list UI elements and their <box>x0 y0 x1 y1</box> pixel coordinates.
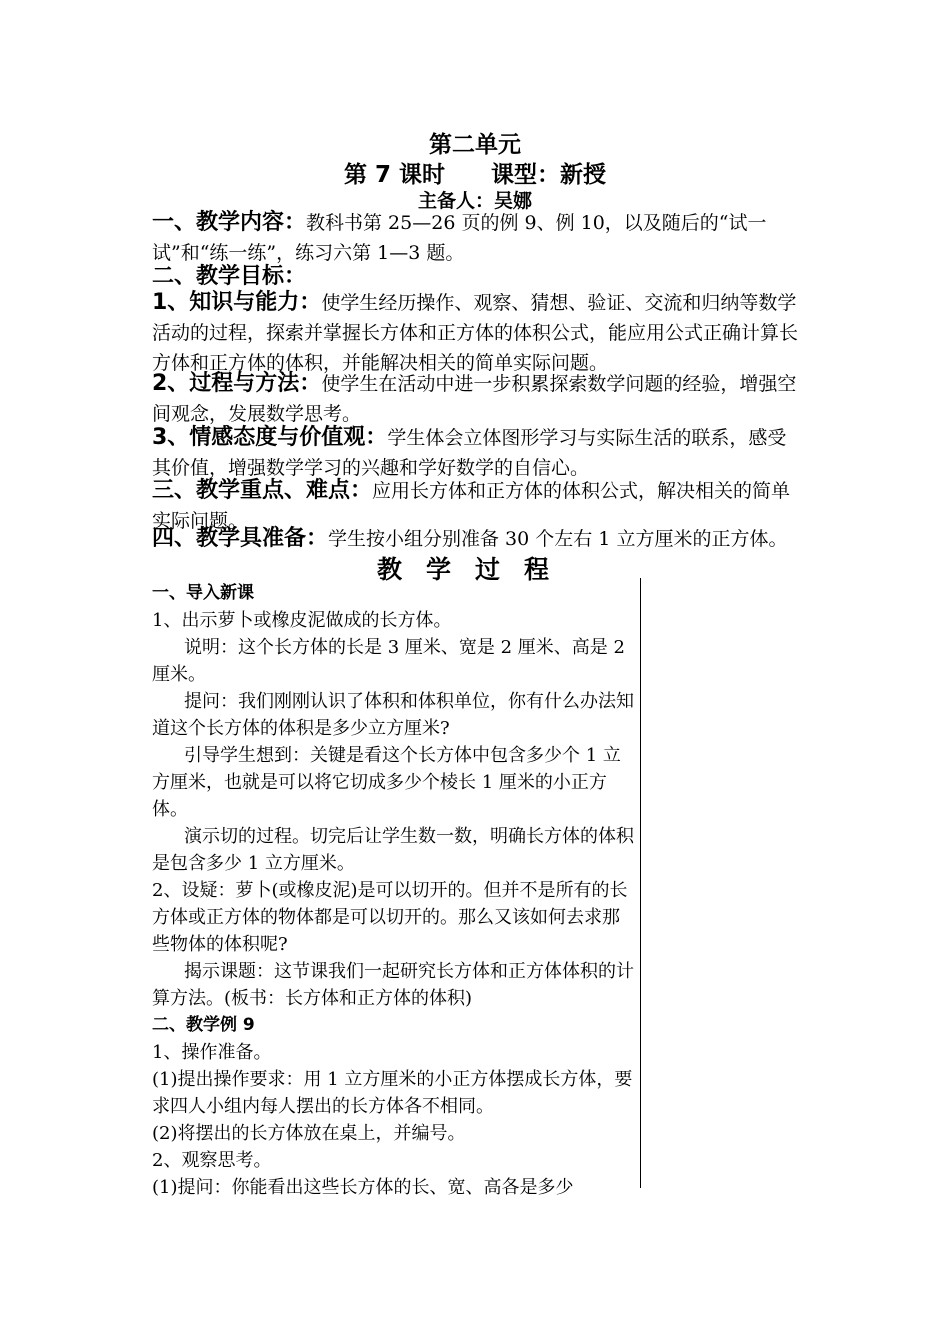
section-knowledge <box>152 288 802 378</box>
section-attitude <box>152 423 802 483</box>
process-line: 引导学生想到：关键是看这个长方体中包含多少个 1 立方厘米，也就是可以将它切成多少个棱长 1 厘米的小正方体。 <box>152 745 621 820</box>
process-line: 1、操作准备。 <box>152 1042 272 1063</box>
section-heading: 四、教学具准备： <box>152 526 329 551</box>
column-divider <box>640 578 641 1188</box>
process-heading: 二、教学例 9 <box>152 1015 255 1035</box>
unit-title: 第二单元 <box>429 132 521 158</box>
section-text: 学生体会立体图形学习与实际生活的联系，感受其价值，增强数学学习的兴趣和学好数学的自信心。 <box>152 427 787 479</box>
section-heading: 3、情感态度与价值观： <box>152 425 388 450</box>
process-line: 演示切的过程。切完后让学生数一数，明确长方体的体积是包含多少 1 立方厘米。 <box>152 826 634 874</box>
section-heading: 二、教学目标： <box>152 264 307 289</box>
process-line: 说明：这个长方体的长是 3 厘米、宽是 2 厘米、高是 2 厘米。 <box>152 637 625 685</box>
process-line: 1、出示萝卜或橡皮泥做成的长方体。 <box>152 610 452 631</box>
section-method <box>152 369 802 429</box>
section-content <box>152 208 802 268</box>
process-line: 揭示课题：这节课我们一起研究长方体和正方体体积的计算方法。(板书：长方体和正方体的体积) <box>152 961 634 1009</box>
section-text: 使学生在活动中进一步积累探索数学问题的经验，增强空间观念，发展数学思考。 <box>152 373 797 425</box>
process-line: 2、设疑：萝卜(或橡皮泥)是可以切开的。但并不是所有的长方体或正方体的物体都是可以切开的。那么又该如何去求那些物体的体积呢? <box>152 880 628 955</box>
process-heading: 一、导入新课 <box>152 583 254 603</box>
process-line: 2、观察思考。 <box>152 1150 272 1171</box>
process-line: 提问：我们刚刚认识了体积和体积单位，你有什么办法知道这个长方体的体积是多少立方厘米? <box>152 691 634 739</box>
process-line: (1)提出操作要求：用 1 立方厘米的小正方体摆成长方体，要求四人小组内每人摆出的长方体各不相同。 <box>152 1069 633 1117</box>
section-text: 使学生经历操作、观察、猜想、验证、交流和归纳等数学活动的过程，探索并掌握长方体和正方体的体积公式，能应用公式正确计算长方体和正方体的体积，并能解决相关的简单实际问题。 <box>152 292 799 374</box>
section-heading: 三、教学重点、难点： <box>152 478 373 503</box>
section-text: 学生按小组分别准备 30 个左右 1 立方厘米的正方体。 <box>328 528 788 550</box>
section-heading: 2、过程与方法： <box>152 371 322 396</box>
process-column <box>152 580 637 1201</box>
process-line: (2)将摆出的长方体放在桌上，并编号。 <box>152 1123 466 1144</box>
section-text: 应用长方体和正方体的体积公式，解决相关的简单实际问题。 <box>152 480 791 532</box>
process-title: 教学过程 <box>376 555 573 584</box>
section-heading: 一、教学内容： <box>152 210 307 235</box>
preparer: 主备人：吴娜 <box>417 190 532 212</box>
lesson-info: 第 7 课时 课型：新授 <box>343 162 607 188</box>
process-line: (1)提问：你能看出这些长方体的长、宽、高各是多少 <box>152 1177 574 1198</box>
section-heading: 1、知识与能力： <box>152 290 322 315</box>
section-text: 教科书第 25—26 页的例 9、例 10，以及随后的“试一试”和“练一练”，练习六第 1—3 题。 <box>152 212 767 264</box>
